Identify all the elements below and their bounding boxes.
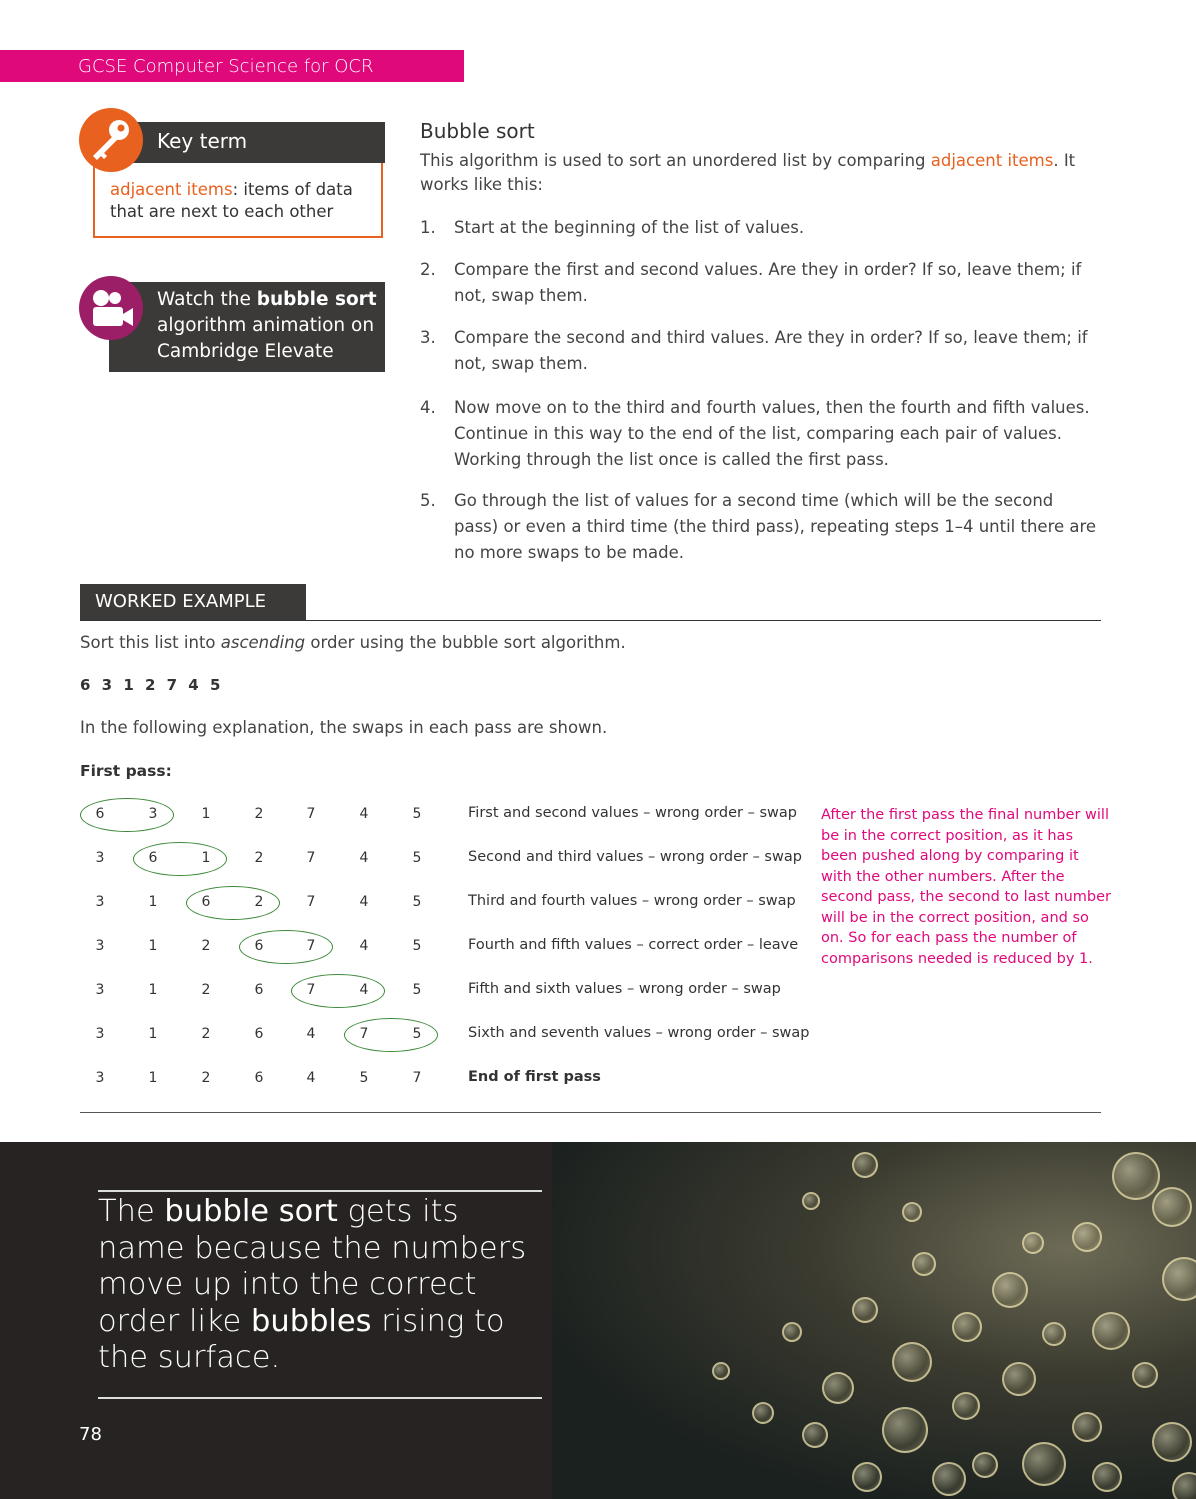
pass-cell: 5: [412, 850, 422, 866]
step-text: Compare the first and second values. Are they in order? If so, leave them; if not, swap them.: [454, 260, 1082, 305]
step-3: [420, 325, 1100, 377]
step-number: 3.: [420, 328, 436, 347]
pass-cell: 5: [359, 1070, 369, 1086]
bubble-graphic: [1072, 1222, 1102, 1252]
pass-cell: 3: [95, 894, 105, 910]
pass-cell: 3: [148, 806, 158, 822]
book-title: GCSE Computer Science for OCR: [78, 56, 374, 77]
quote-text: The: [98, 1194, 165, 1229]
divider: [80, 620, 1101, 621]
quote-bold: bubble sort: [164, 1194, 338, 1229]
pass-cell: 6: [254, 982, 264, 998]
bubble-graphic: [712, 1362, 730, 1380]
pass-cell: 3: [95, 1026, 105, 1042]
pass-cell: 2: [201, 938, 211, 954]
pass-cell: 7: [359, 1026, 369, 1042]
compared-pair-ring: [239, 930, 333, 964]
pass-description: End of first pass: [468, 1069, 601, 1085]
pass-cell: 6: [254, 1026, 264, 1042]
pass-cell: 2: [201, 982, 211, 998]
bubble-graphic: [852, 1152, 878, 1178]
key-term-definition-text: : items of data that are next to each other: [110, 180, 353, 221]
intro-suffix: . It works like this:: [420, 151, 1076, 194]
step-number: 1.: [420, 218, 436, 237]
bubble-graphic: [1042, 1322, 1066, 1346]
intro-prefix: This algorithm is used to sort an unordered list by comparing: [420, 151, 931, 170]
watch-prefix: Watch the: [157, 289, 257, 310]
bubble-graphic: [912, 1252, 936, 1276]
quote-rule-top: [98, 1190, 542, 1192]
bubble-graphic: [882, 1407, 928, 1453]
pass-cell: 2: [254, 806, 264, 822]
bubble-graphic: [1022, 1232, 1044, 1254]
bubble-graphic: [852, 1462, 882, 1492]
key-term-header: [112, 122, 385, 163]
bubble-graphic: [822, 1372, 854, 1404]
compared-pair-ring: [291, 974, 385, 1008]
pass-cell: 7: [306, 894, 316, 910]
pull-quote: [98, 1194, 548, 1377]
worked-example-label: WORKED EXAMPLE: [95, 591, 267, 612]
pass-description: First and second values – wrong order – swap: [468, 805, 797, 821]
section-title: Bubble sort: [420, 119, 535, 143]
bubble-graphic: [1112, 1152, 1160, 1200]
quote-rule-bottom: [98, 1397, 542, 1399]
bubble-graphic: [802, 1422, 828, 1448]
pass-cell: 3: [95, 938, 105, 954]
pass-description: Fifth and sixth values – wrong order – swap: [468, 981, 781, 997]
bubble-graphic: [1092, 1312, 1130, 1350]
bubble-graphic: [1022, 1442, 1066, 1486]
bubble-graphic: [972, 1452, 998, 1478]
instruction-prefix: Sort this list into: [80, 633, 221, 652]
pass-cell: 4: [359, 982, 369, 998]
compared-pair-ring: [80, 798, 174, 832]
bubble-graphic: [1152, 1187, 1192, 1227]
pass-table: [80, 792, 820, 1100]
pass-cell: 5: [412, 894, 422, 910]
step-text: Go through the list of values for a second time (which will be the second pass) or even a third time (the third pass), repeating steps 1–4 until there are no more swaps to be made.: [454, 491, 1097, 562]
bubble-graphic: [932, 1462, 966, 1496]
step-text: Now move on to the third and fourth values, then the fourth and fifth values. Continue in this way to the end of the list, comparing each pair of values. Working through the list once is called the first pass.: [454, 398, 1090, 469]
bubble-graphic: [952, 1392, 980, 1420]
pass-cell: 1: [201, 850, 211, 866]
compared-pair-ring: [133, 842, 227, 876]
step-4: [420, 395, 1100, 473]
pass-cell: 1: [148, 982, 158, 998]
pass-cell: 3: [95, 1070, 105, 1086]
bubbles-photo: [552, 1142, 1196, 1499]
bubble-graphic: [802, 1192, 820, 1210]
input-list: 6 3 1 2 7 4 5: [80, 676, 224, 694]
step-2: [420, 257, 1100, 309]
step-1: [420, 215, 1100, 241]
pass-description: Fourth and fifth values – correct order – leave: [468, 937, 799, 953]
first-pass-label: First pass:: [80, 762, 172, 780]
bubble-graphic: [1132, 1362, 1158, 1388]
page-number: 78: [79, 1424, 102, 1445]
pass-cell: 2: [254, 894, 264, 910]
pass-cell: 4: [306, 1070, 316, 1086]
pass-cell: 5: [412, 806, 422, 822]
pass-cell: 5: [412, 1026, 422, 1042]
step-number: 4.: [420, 398, 436, 417]
compared-pair-ring: [344, 1018, 438, 1052]
pass-cell: 1: [148, 1026, 158, 1042]
pass-cell: 6: [95, 806, 105, 822]
watch-bold: bubble sort: [256, 289, 377, 310]
bubble-graphic: [852, 1297, 878, 1323]
pass-cell: 7: [306, 850, 316, 866]
pass-cell: 6: [254, 1070, 264, 1086]
pass-cell: 7: [306, 982, 316, 998]
pass-note: After the first pass the final number will be in the correct position, as it has been pushed along by comparing it with the other numbers. After the second pass, the second to last number will be in the correct position, and so on. So for each pass the number of comparisons needed is reduced by 1.: [821, 807, 1111, 967]
step-5: [420, 488, 1100, 566]
pass-cell: 6: [148, 850, 158, 866]
bubble-graphic: [1092, 1462, 1122, 1492]
instruction-suffix: order using the bubble sort algorithm.: [305, 633, 626, 652]
key-term-title: Key term: [157, 129, 248, 153]
quote-text: gets its name because the numbers move up into the correct order like: [98, 1194, 527, 1339]
pass-description: Third and fourth values – wrong order – swap: [468, 893, 796, 909]
pass-cell: 1: [148, 938, 158, 954]
key-term-definition: [110, 179, 372, 223]
explanation: In the following explanation, the swaps in each pass are shown.: [80, 718, 608, 737]
compared-pair-ring: [186, 886, 280, 920]
bubble-graphic: [782, 1322, 802, 1342]
step-text: Compare the second and third values. Are they in order? If so, leave them; if not, swap them.: [454, 328, 1088, 373]
pass-description: Second and third values – wrong order – swap: [468, 849, 802, 865]
pass-cell: 7: [412, 1070, 422, 1086]
video-camera-icon: [79, 276, 143, 340]
pass-description: Sixth and seventh values – wrong order – swap: [468, 1025, 810, 1041]
bubble-graphic: [952, 1312, 982, 1342]
step-number: 2.: [420, 260, 436, 279]
section-intro: [420, 149, 1100, 197]
pass-cell: 3: [95, 982, 105, 998]
worked-example-instruction: [80, 633, 626, 652]
bubble-graphic: [752, 1402, 774, 1424]
pass-cell: 1: [148, 1070, 158, 1086]
pass-cell: 6: [201, 894, 211, 910]
divider: [80, 1112, 1101, 1113]
pass-cell: 1: [148, 894, 158, 910]
key-icon: [79, 108, 143, 172]
bubble-graphic: [892, 1342, 932, 1382]
pass-cell: 1: [201, 806, 211, 822]
instruction-emphasis: ascending: [220, 633, 306, 652]
watch-suffix: algorithm animation on Cambridge Elevate: [157, 315, 375, 362]
pass-cell: 5: [412, 982, 422, 998]
pass-cell: 7: [306, 806, 316, 822]
key-term-word: adjacent items: [110, 180, 233, 199]
pass-cell: 6: [254, 938, 264, 954]
quote-bold: bubbles: [251, 1303, 372, 1339]
pass-cell: 2: [201, 1070, 211, 1086]
quote-text: rising to the surface.: [98, 1303, 505, 1375]
step-number: 5.: [420, 491, 436, 510]
pass-cell: 5: [412, 938, 422, 954]
pass-cell: 4: [306, 1026, 316, 1042]
bubble-graphic: [1162, 1257, 1196, 1301]
pass-cell: 3: [95, 850, 105, 866]
pass-cell: 7: [306, 938, 316, 954]
intro-term: adjacent items: [930, 151, 1054, 170]
bubble-graphic: [902, 1202, 922, 1222]
bubble-graphic: [992, 1272, 1028, 1308]
bubble-graphic: [1152, 1422, 1192, 1462]
pass-cell: 4: [359, 806, 369, 822]
bubble-graphic: [1072, 1412, 1102, 1442]
pass-cell: 4: [359, 850, 369, 866]
bubble-graphic: [1002, 1362, 1036, 1396]
pass-cell: 2: [254, 850, 264, 866]
step-text: Start at the beginning of the list of values.: [454, 218, 805, 237]
pass-cell: 4: [359, 938, 369, 954]
bubble-graphic: [1172, 1472, 1196, 1499]
pass-cell: 2: [201, 1026, 211, 1042]
pass-cell: 4: [359, 894, 369, 910]
watch-animation-link[interactable]: [157, 287, 382, 365]
